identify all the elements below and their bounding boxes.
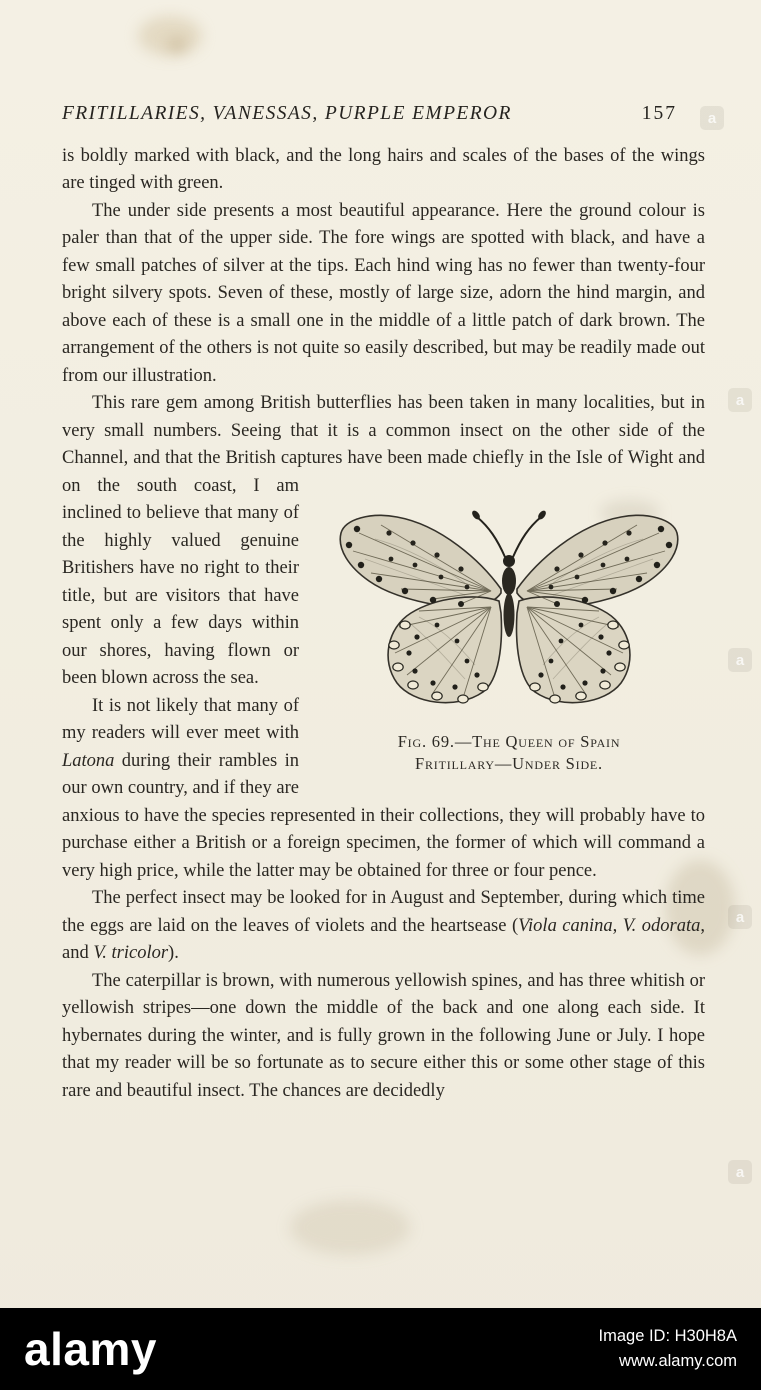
figure-caption-line1: Fig. 69.—The Queen of Spain <box>397 731 621 751</box>
alamy-watermark-icon: a <box>728 388 752 412</box>
paragraph-5 <box>62 885 705 968</box>
paragraph-text: The under side presents a most beautiful appearance. Here the ground colour is paler than that of the upper side. The fore wings are spotted with black, and have a few small patches of silver at the tips. Each hind wing has no fewer than twenty-four bright silvery spots. Seven of these, mostly of large size, adorn the hind margin, and above each of these is a small one in the middle of a little patch of dark brown. The arrangement of the others is not quite so easily described, but may be readily made out from our illustration. <box>62 200 705 386</box>
figure-69 <box>313 475 705 775</box>
alamy-watermark-icon: a <box>728 905 752 929</box>
species-name: V. odorata <box>622 915 701 936</box>
chapter-title: FRITILLARIES, VANESSAS, PURPLE EMPEROR <box>62 103 512 124</box>
alamy-logo: alamy <box>24 1323 157 1375</box>
paragraph-6 <box>62 968 705 1106</box>
butterfly-illustration <box>315 475 703 723</box>
paragraph-text: , and <box>62 915 705 963</box>
paragraph-text: It is not likely that many of my readers will ever meet with <box>62 695 299 743</box>
species-name: Viola canina <box>518 915 613 936</box>
scan-stain <box>168 38 186 52</box>
paragraph-text: The caterpillar is brown, with numerous yellowish spines, and has three whitish or yellowish stripes—one down the middle of the back and one along each side. It hybernates during the winter, and is fully grown in the following June or July. I hope that my reader will be so fortunate as to secure either this or some other stage of this rare and beautiful insect. The chances are decidedly <box>62 970 705 1101</box>
alamy-url-text: www.alamy.com <box>619 1352 737 1370</box>
paragraph-text: during their rambles in our own country, and if they are anxious to have the species represented in their collections, they will probably have to purchase either a British or a foreign specimen, the former of which will command a very high price, while the latter may be obtained for three or four pence. <box>62 750 705 881</box>
alamy-watermark-icon: a <box>700 106 724 130</box>
species-name: V. tricolor <box>93 943 169 963</box>
alamy-footer-bar <box>0 1308 761 1390</box>
paragraph-text: The perfect insect may be looked for in August and September, during which time the eggs are laid on the leaves of violets and the heartsease ( <box>62 888 705 936</box>
alamy-watermark-icon: a <box>728 648 752 672</box>
paragraph-text: is boldly marked with black, and the long hairs and scales of the bases of the wings are tinged with green. <box>62 145 705 193</box>
paragraph-text: , <box>612 915 623 936</box>
footer-meta <box>599 1324 737 1374</box>
image-id-text: Image ID: H30H8A <box>598 1327 737 1345</box>
alamy-watermark-icon: a <box>728 1160 752 1184</box>
figure-caption-line2: Fritillary—Under Side. <box>415 753 603 773</box>
paragraph-1 <box>62 143 705 198</box>
figure-caption <box>313 731 705 775</box>
paragraph-text: on the south coast, I am inclined to believe that many of the highly valued genuine Britishers have no right to their title, but are visitors that have spent only a few days within our shores, having flown or been blown across the sea. <box>62 475 299 688</box>
running-header <box>62 100 705 128</box>
scan-stain <box>138 16 202 56</box>
species-name: Latona <box>62 750 115 771</box>
paragraph-text: This rare gem among British butterflies has been taken in many localities, but in very small numbers. Seeing that it is a common insect on the other side of the Channel, and that the British captures have been made chiefly in the Isle of Wight and <box>62 393 705 468</box>
scan-stain <box>290 1200 410 1255</box>
page-content <box>62 100 705 1105</box>
paragraph-2 <box>62 198 705 391</box>
page-number: 157 <box>641 103 677 124</box>
paragraph-text: ). <box>168 943 179 963</box>
